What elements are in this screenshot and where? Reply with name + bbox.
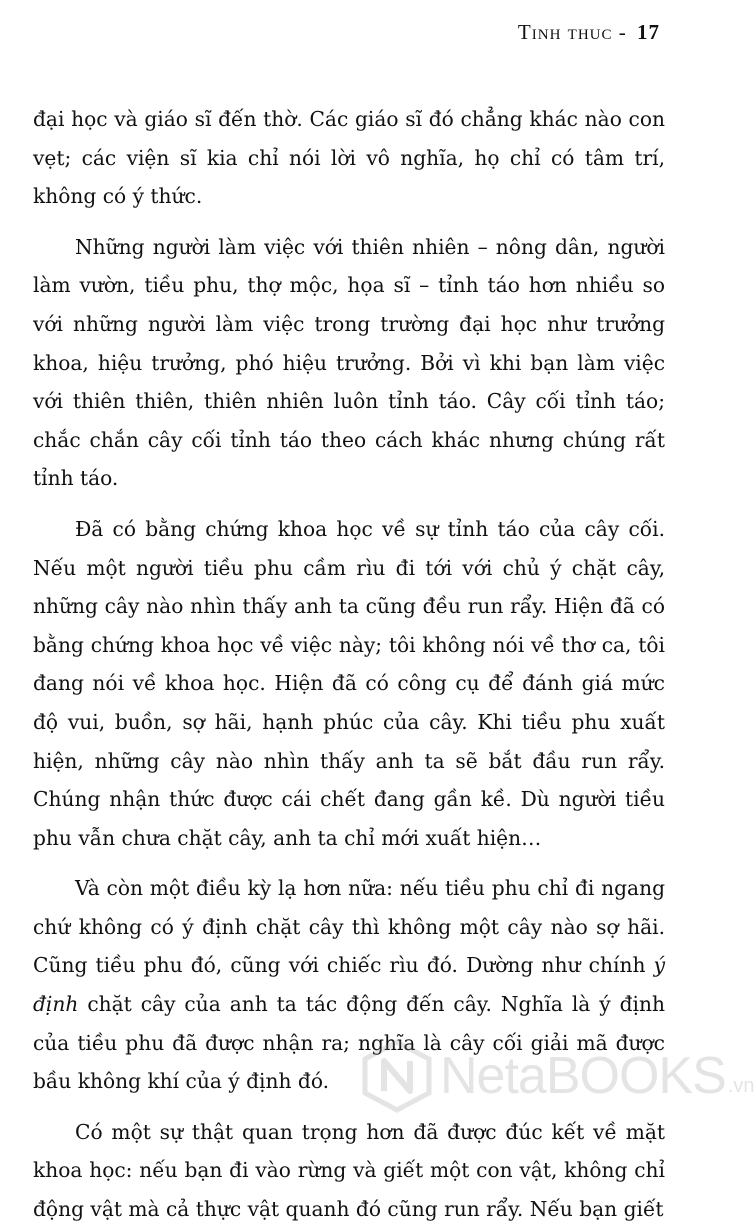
paragraph-2: Những người làm việc với thiên nhiên – nông dân, người làm vườn, tiều phu, thợ mộc, họa sĩ – tỉnh táo hơn nhiều so với những người làm việc trong trường đại học như trưởng khoa, hiệu trưởng, phó hiệu trưởng. Bởi vì khi bạn làm việc với thiên thiên, thiên nhiên luôn tỉnh táo. Cây cối tỉnh táo; chắc chắn cây cối tỉnh táo theo cách khác nhưng chúng rất tỉnh táo. [33,234,665,491]
paragraph-1: đại học và giáo sĩ đến thờ. Các giáo sĩ đó chẳng khác nào con vẹt; các viện sĩ kia chỉ nói lời vô nghĩa, họ chỉ có tâm trí, không có ý thức. [33,107,665,209]
paragraph-4-emphasis: ý định [33,953,665,1017]
watermark-text: NetaBOOKS [440,1047,726,1105]
paragraph-4-text-a: Và còn một điều kỳ lạ hơn nữa: nếu tiều phu chỉ đi ngang chứ không có ý định chặt cây thì không một cây nào sợ hãi. Cũng tiều phu đó, cũng với chiếc rìu đó. Dường như chính [33,876,665,978]
page-number: 17 [637,20,660,44]
watermark [360,1036,754,1116]
paragraph-3: Đã có bằng chứng khoa học về sự tỉnh táo của cây cối. Nếu một người tiều phu cầm rìu đi tới với chủ ý chặt cây, những cây nào nhìn thấy anh ta cũng đều run rẩy. Hiện đã có bằng chứng khoa học về việc này; tôi không nói về thơ ca, tôi đang nói về khoa học. Hiện đã có công cụ để đánh giá mức độ vui, buồn, sợ hãi, hạnh phúc của cây. Khi tiều phu xuất hiện, những cây nào nhìn thấy anh ta sẽ bắt đầu run rẩy. Chúng nhận thức được cái chết đang gần kề. Dù người tiều phu vẫn chưa chặt cây, anh ta chỉ mới xuất hiện… [33,516,665,850]
paragraph-4-text-b: chặt cây của anh ta tác động đến cây. Nghĩa là ý định của tiều phu đã được nhận ra; nghĩa là cây cối giải mã được bầu không khí của ý định đó. [33,992,665,1094]
netabooks-logo-icon [360,1039,434,1113]
chapter-title: Tinh thuc - [517,20,627,44]
running-header [518,20,660,45]
paragraph-5: Có một sự thật quan trọng hơn đã được đúc kết về mặt khoa học: nếu bạn đi vào rừng và giết một con vật, không chỉ động vật mà cả thực vật quanh đó cũng run rẩy. Nếu bạn giết [33,1119,665,1222]
watermark-suffix: .vn [727,1075,754,1097]
